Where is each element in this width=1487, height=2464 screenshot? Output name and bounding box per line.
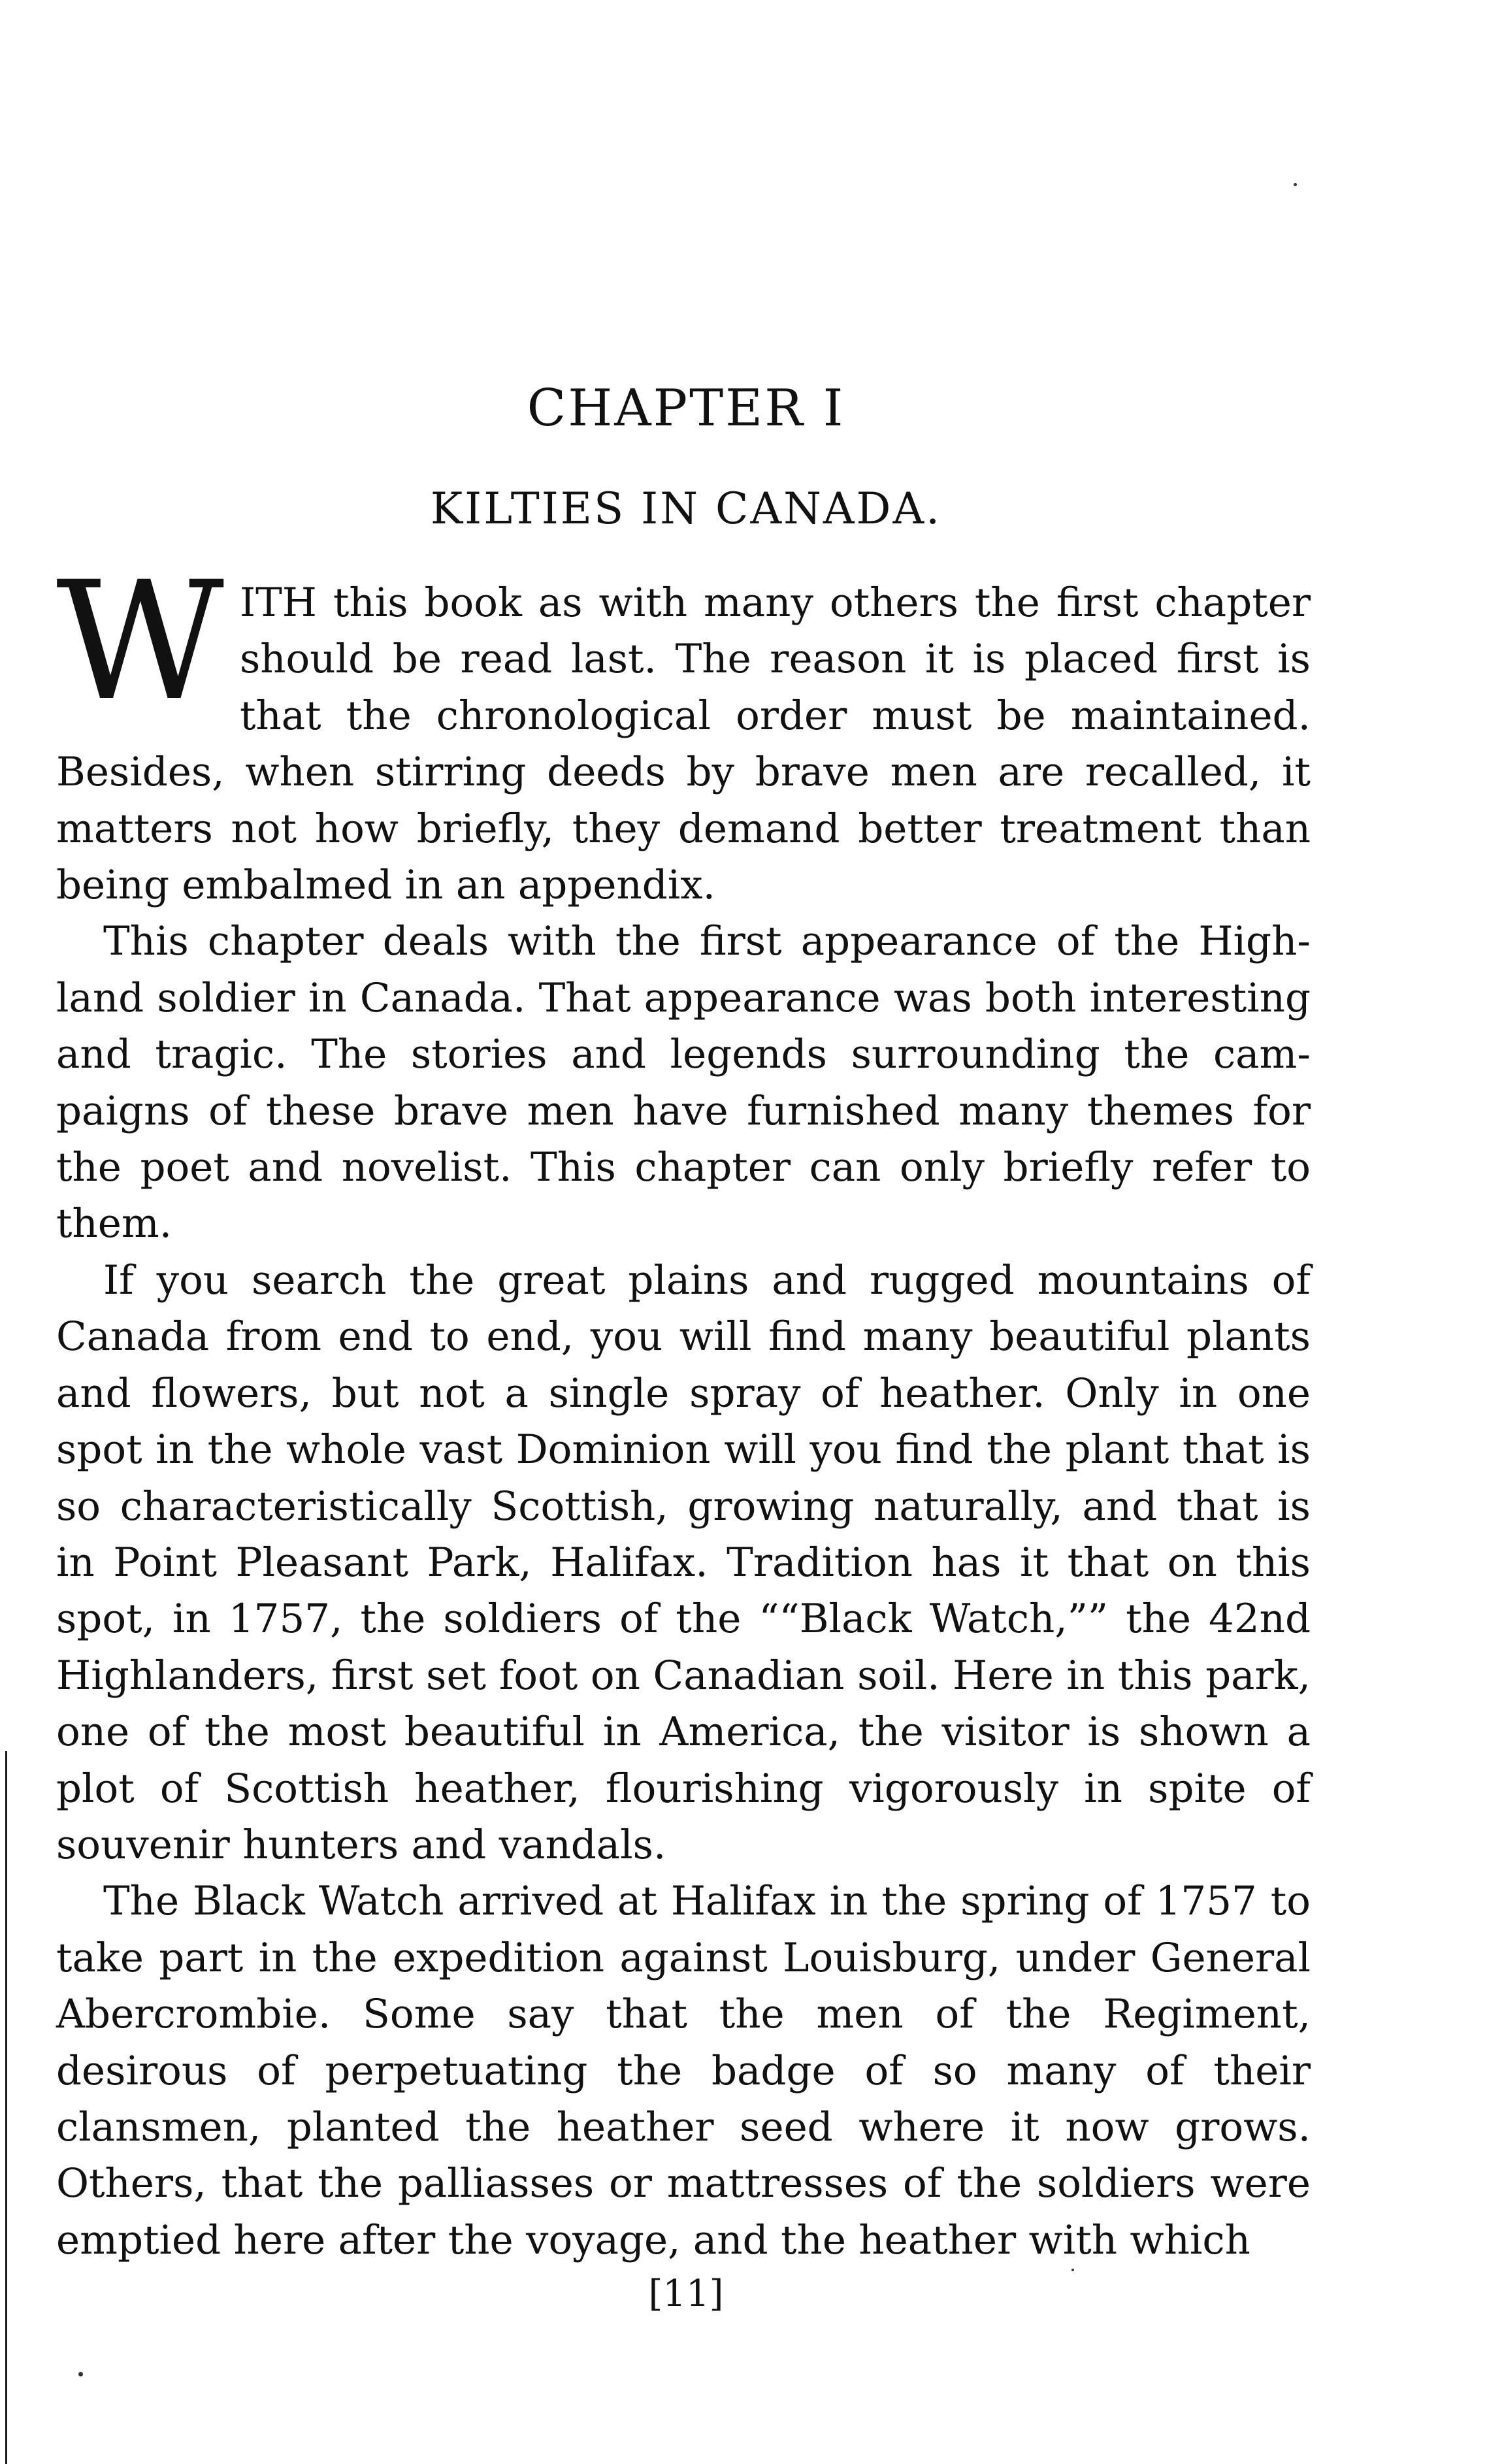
paragraph-2: This chapter deals with the first appearance of the Highland soldier in Canada. That appearance was both interesting and tragic. The stories and legends surrounding the campaigns of these brave men have furnished many themes for the poet and novelist. This chapter can only briefly refer to them. xyxy=(56,918,1311,1247)
scan-speck xyxy=(1071,2269,1074,2271)
paragraph-4: The Black Watch arrived at Halifax in the spring of 1757 to take part in the expedition against Louisburg, under General Abercrombie. Some say that the men of the Regiment, desirous of perpetuating the badge of so many of their clansmen, planted the heather seed where it now grows. Others, that the palliasses or mattresses of the soldiers were emptied here after the voyage, and the heather with which xyxy=(56,1878,1311,2263)
paragraph-1-text: ITH this book as with many others the first chapter should be read last. The reason it is placed first is that the chronological order must be maintained. Besides, when stirring deeds by brave men are recalled, it matters not how briefly, they demand better treatment than being embalmed in an appendix. xyxy=(56,580,1311,909)
paragraph-1 xyxy=(56,546,1311,913)
scan-speck xyxy=(78,2372,83,2376)
chapter-title: KILTIES IN CANADA. xyxy=(430,484,942,534)
chapter-number: CHAPTER I xyxy=(527,379,845,438)
drop-cap-initial: W xyxy=(56,546,224,736)
page-number: [11] xyxy=(648,2273,724,2315)
chapter-body xyxy=(56,546,1311,2269)
scan-speck xyxy=(1294,183,1297,186)
paragraph-3: If you search the great plains and rugged mountains of Canada from end to end, you will find many beautiful plants and flowers, but not a single spray of heather. Only in one spot in the whole vast Dominion will you find the plant that is so characteristically Scottish, growing naturally, and that is in Point Pleasant Park, Halifax. Tradition has it that on this spot, in 1757, the soldiers of the ““Black Watch,”” the 42nd Highlanders, first set foot on Canadian soil. Here in this park, one of the most beautiful in America, the visitor is shown a plot of Scottish heather, flourishing vigorously in spite of souvenir hunters and vandals. xyxy=(56,1257,1311,1868)
scan-edge-line xyxy=(5,1751,7,2464)
